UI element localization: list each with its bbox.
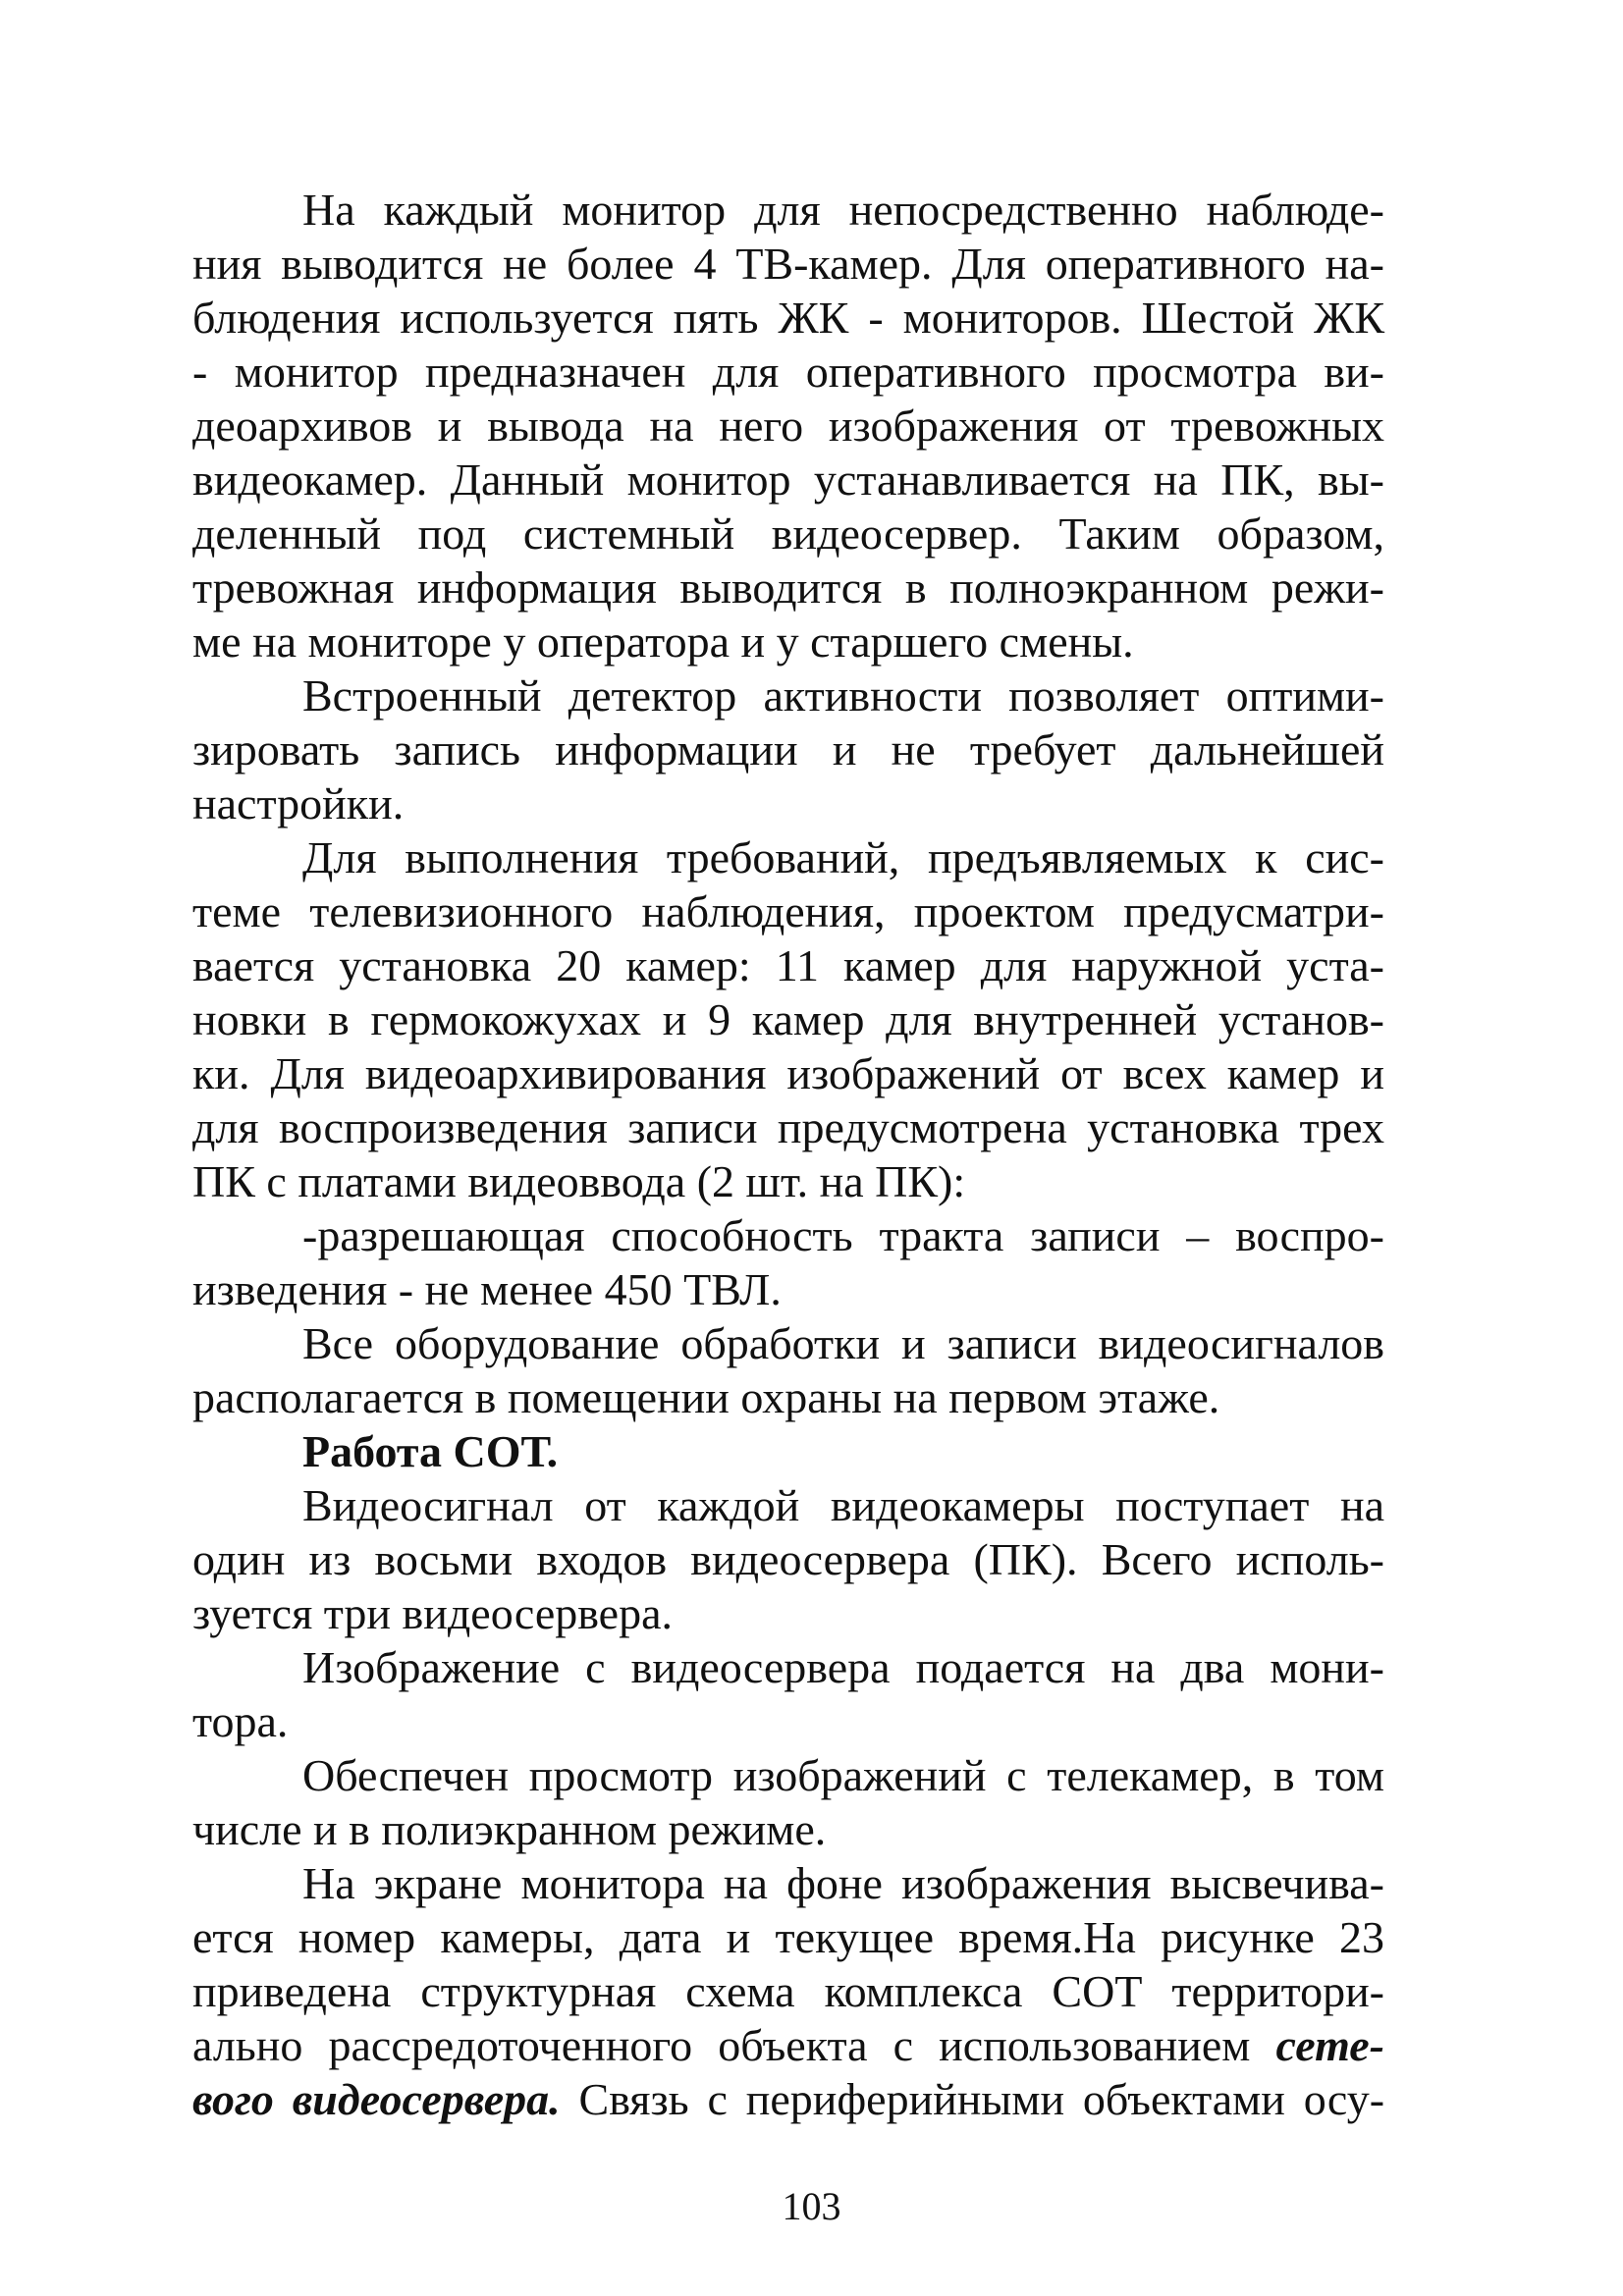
- text-line: ки. Для видеоархивирования изображений от всех камер и: [192, 1048, 1384, 1098]
- text-line: [192, 2072, 1384, 2126]
- text-line: блюдения используется пять ЖК - мониторов. Шестой ЖК: [192, 293, 1384, 343]
- text-line: На каждый монитор для непосредственно наблюде-: [302, 185, 1384, 235]
- text-line: деленный под системный видеосервер. Таким образом,: [192, 508, 1384, 559]
- text-fragment: ально рассредоточенного объекта с использованием: [192, 2020, 1251, 2070]
- text-line: - монитор предназначен для оперативного просмотра ви-: [192, 347, 1384, 397]
- text-line: зуется три видеосервера.: [192, 1588, 674, 1638]
- text-line: Встроенный детектор активности позволяет оптими-: [302, 670, 1384, 721]
- text-line: изведения - не менее 450 ТВЛ.: [192, 1264, 782, 1314]
- text-line: [192, 2018, 1384, 2072]
- text-line: Все оборудование обработки и записи видеосигналов: [302, 1318, 1384, 1368]
- text-line: тора.: [192, 1696, 289, 1746]
- page-text: [192, 183, 1384, 2126]
- text-line: Для выполнения требований, предъявляемых к сис-: [302, 832, 1384, 882]
- emphasis-text: сете-: [1275, 2020, 1384, 2070]
- text-line: настройки.: [192, 778, 405, 828]
- text-line: деоархивов и вывода на него изображения от тревожных: [192, 400, 1384, 451]
- text-line: один из восьми входов видеосервера (ПК). Всего исполь-: [192, 1534, 1384, 1584]
- text-line: На экране монитора на фоне изображения высвечива-: [302, 1858, 1384, 1908]
- section-heading: Работа СОТ.: [302, 1426, 559, 1476]
- text-line: ния выводится не более 4 ТВ-камер. Для оперативного на-: [192, 239, 1384, 289]
- text-line: ется номер камеры, дата и текущее время.На рисунке 23: [192, 1912, 1384, 1962]
- text-line: видеокамер. Данный монитор устанавливается на ПК, вы-: [192, 454, 1384, 505]
- text-line: вается установка 20 камер: 11 камер для наружной уста-: [192, 940, 1384, 990]
- text-line: -разрешающая способность тракта записи – воспро-: [302, 1210, 1384, 1260]
- text-line: Видеосигнал от каждой видеокамеры поступает на: [302, 1480, 1384, 1530]
- text-line: теме телевизионного наблюдения, проектом предусматри-: [192, 886, 1384, 936]
- page-number: 103: [782, 2184, 841, 2228]
- text-line: приведена структурная схема комплекса СОТ территори-: [192, 1966, 1384, 2016]
- text-line: ме на мониторе у оператора и у старшего смены.: [192, 616, 1134, 667]
- text-line: для воспроизведения записи предусмотрена установка трех: [192, 1102, 1384, 1152]
- text-line: новки в гермокожухах и 9 камер для внутренней установ-: [192, 994, 1384, 1044]
- text-line: тревожная информация выводится в полноэкранном режи-: [192, 562, 1384, 613]
- text-line: числе и в полиэкранном режиме.: [192, 1804, 827, 1854]
- text-fragment: Связь с периферийными объектами осу-: [578, 2074, 1385, 2124]
- text-line: Обеспечен просмотр изображений с телекамер, в том: [302, 1750, 1384, 1800]
- emphasis-text: вого видеосервера.: [192, 2074, 561, 2124]
- text-line: зировать запись информации и не требует дальнейшей: [192, 724, 1384, 774]
- text-line: располагается в помещении охраны на первом этаже.: [192, 1372, 1220, 1422]
- text-line: ПК с платами видеоввода (2 шт. на ПК):: [192, 1156, 966, 1206]
- text-line: Изображение с видеосервера подается на два мони-: [302, 1642, 1384, 1692]
